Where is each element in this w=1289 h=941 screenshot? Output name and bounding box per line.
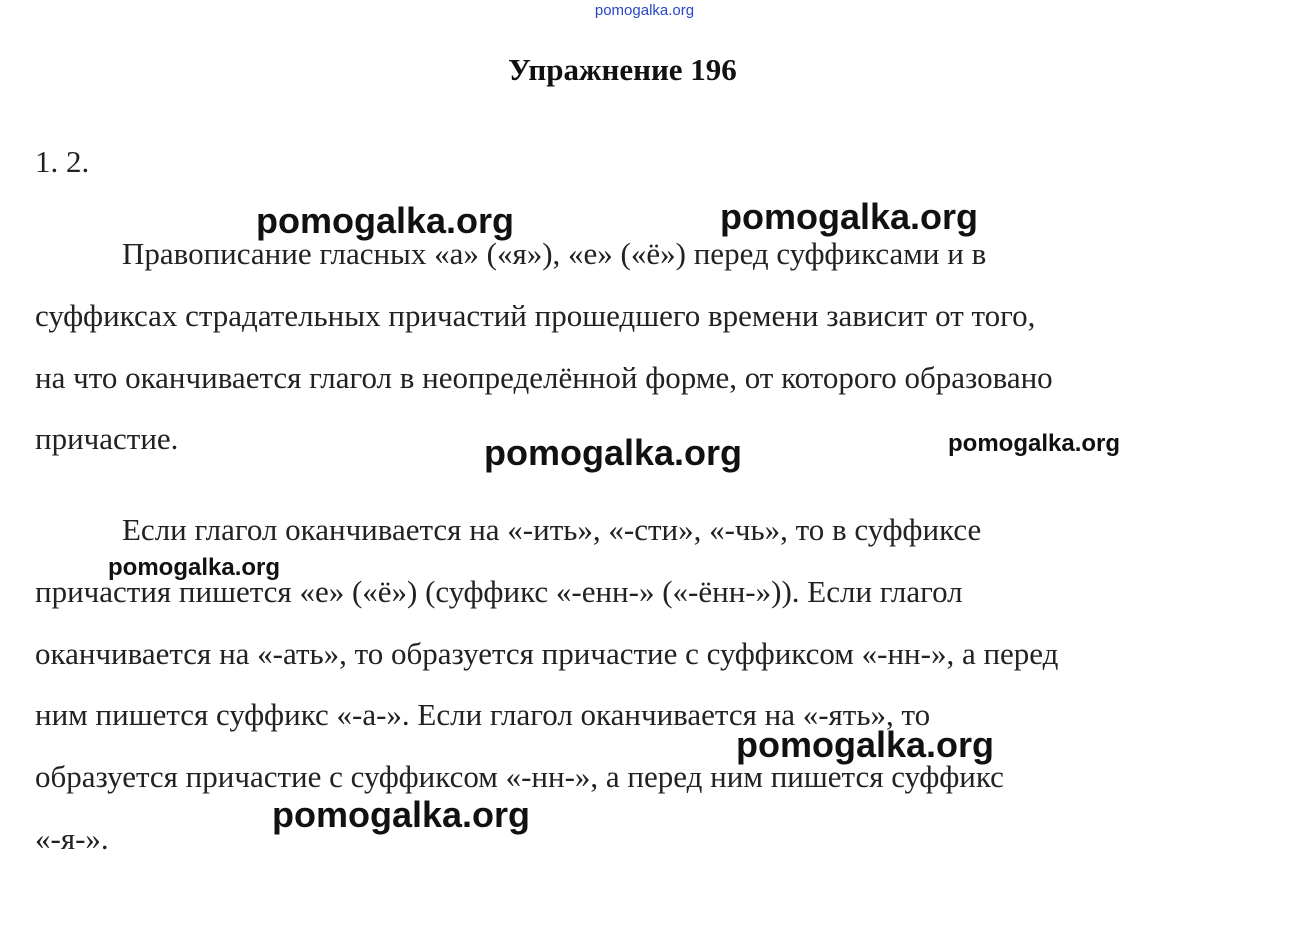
paragraph-2-line: Если глагол оканчивается на «-ить», «-сти», «-чь», то в суффиксе [122, 512, 982, 547]
paragraph-1-line: Правописание гласных «а» («я»), «е» («ё») перед суффиксами и в [122, 236, 987, 271]
paragraph-2-line: причастия пишется «е» («ё») (суффикс «-енн-» («-ённ-»)). Если глагол [35, 574, 963, 609]
paragraph-2-line: «-я-». [35, 821, 109, 856]
page-title: Упражнение 196 [508, 52, 737, 87]
watermark: pomogalka.org [484, 432, 743, 473]
watermark: pomogalka.org [272, 794, 531, 835]
paragraph-2-line: образуется причастие с суффиксом «-нн-», а перед ним пишется суффикс [35, 759, 1004, 794]
watermark: pomogalka.org [948, 430, 1121, 457]
site-link[interactable]: pomogalka.org [594, 2, 695, 19]
paragraph-1-line: причастие. [35, 421, 179, 456]
watermark: pomogalka.org [720, 196, 979, 237]
watermark: pomogalka.org [736, 724, 995, 765]
paragraph-2-line: ним пишется суффикс «-а-». Если глагол оканчивается на «-ять», то [35, 697, 931, 732]
paragraph-1-line: суффиксах страдательных причастий прошедшего времени зависит от того, [35, 298, 1036, 333]
watermark: pomogalka.org [256, 200, 515, 241]
paragraph-2-line: оканчивается на «-ать», то образуется причастие с суффиксом «-нн-», а перед [35, 636, 1059, 671]
paragraph-1-line: на что оканчивается глагол в неопределённой форме, от которого образовано [35, 360, 1053, 395]
watermark: pomogalka.org [108, 554, 281, 581]
exercise-numbering: 1. 2. [35, 144, 90, 179]
